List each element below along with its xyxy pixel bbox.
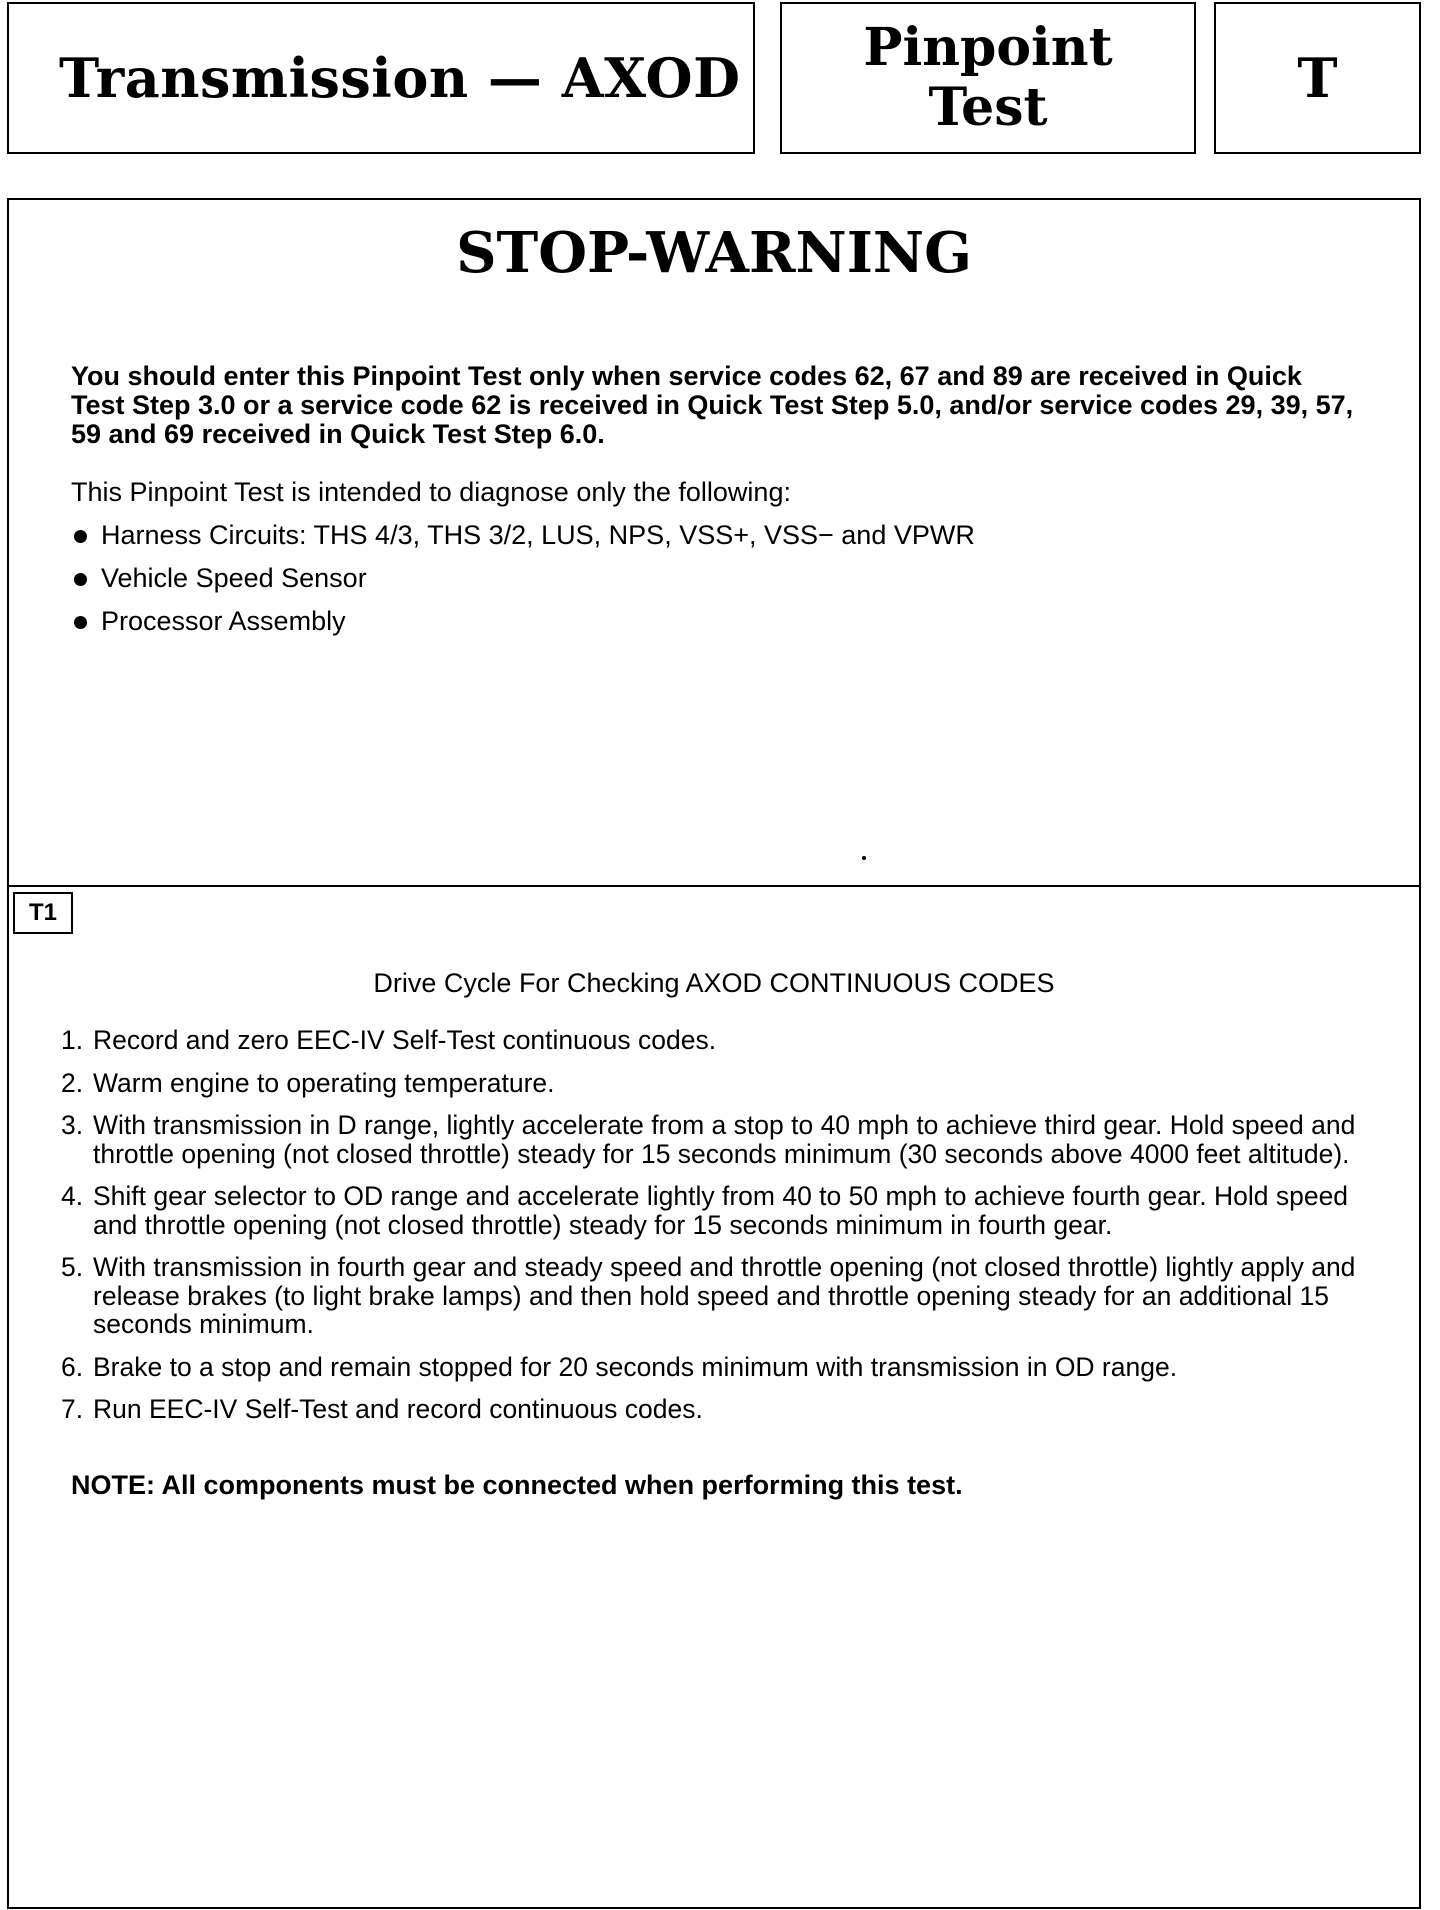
page-title: Transmission — AXOD [59,46,741,110]
step-text: Shift gear selector to OD range and accelerate lightly from 40 to 50 mph to achieve fourth gear. Hold speed and throttle opening (not closed throttle) steady for 15 seconds minimum in fourth gear. [93,1181,1349,1240]
step-number: 1. [61,1025,84,1055]
procedure-step [61,1069,1381,1098]
bullet-icon [74,530,87,543]
step-number: 6. [61,1351,84,1382]
step-number: 2. [61,1067,84,1098]
list-item [71,563,975,606]
section-divider [9,885,1419,887]
step-heading: Drive Cycle For Checking AXOD CONTINUOUS CODES [373,968,1055,998]
bullet-icon [74,573,87,586]
list-item-text: Harness Circuits: THS 4/3, THS 3/2, LUS, NPS, VSS+, VSS− and VPWR [101,520,975,550]
step-number: 5. [61,1252,84,1282]
procedure-step [61,1182,1381,1239]
step-text: With transmission in D range, lightly accelerate from a stop to 40 mph to achieve third gear. Hold speed and throttle opening (not closed throttle) steady for 15 seconds minimum (30 seconds above 4000 feet altitude). [93,1110,1356,1169]
procedure-step [61,1353,1381,1382]
stop-warning-heading: STOP-WARNING [456,220,972,286]
list-item [71,520,975,563]
section-label-line1: Pinpoint [863,17,1113,78]
step-text: Record and zero EEC-IV Self-Test continuous codes. [93,1025,717,1055]
step-tag: T1 [13,892,73,934]
bullet-icon [74,616,87,629]
step-number: 3. [61,1110,84,1140]
note-text: NOTE: All components must be connected when performing this test. [71,1470,963,1500]
print-speck [862,856,866,860]
test-letter: T [1297,46,1338,110]
step-text: Run EEC-IV Self-Test and record continuous codes. [93,1394,703,1424]
header-title-box [7,2,755,154]
procedure-step [61,1026,1381,1055]
procedure-step [61,1111,1381,1168]
diagnose-list [71,520,975,649]
step-number: 4. [61,1181,84,1211]
step-text: With transmission in fourth gear and steady speed and throttle opening (not closed throttle) lightly apply and release brakes (to light brake lamps) and then hold speed and throttle opening steady for an additional 15 seconds minimum. [93,1252,1356,1339]
test-letter-box [1214,2,1421,154]
section-label-box [780,2,1196,154]
list-item-text: Vehicle Speed Sensor [101,563,367,593]
content-panel [7,198,1421,1909]
warning-text: You should enter this Pinpoint Test only when service codes 62, 67 and 89 are received in Quick Test Step 3.0 or a service code 62 is received in Quick Test Step 5.0, and/or service codes 29, 39, 57, 59 and 69 received in Quick Test Step 6.0. [71,361,1354,449]
procedure-list [61,1026,1381,1438]
procedure-step [61,1395,1381,1424]
step-text: Brake to a stop and remain stopped for 20 seconds minimum with transmission in OD range. [93,1351,1178,1382]
step-number: 7. [61,1394,84,1424]
procedure-step [61,1253,1381,1339]
intro-text: This Pinpoint Test is intended to diagnose only the following: [71,477,791,507]
list-item [71,606,975,649]
list-item-text: Processor Assembly [101,606,346,636]
section-label-line2: Test [928,77,1048,138]
step-text: Warm engine to operating temperature. [93,1067,555,1098]
